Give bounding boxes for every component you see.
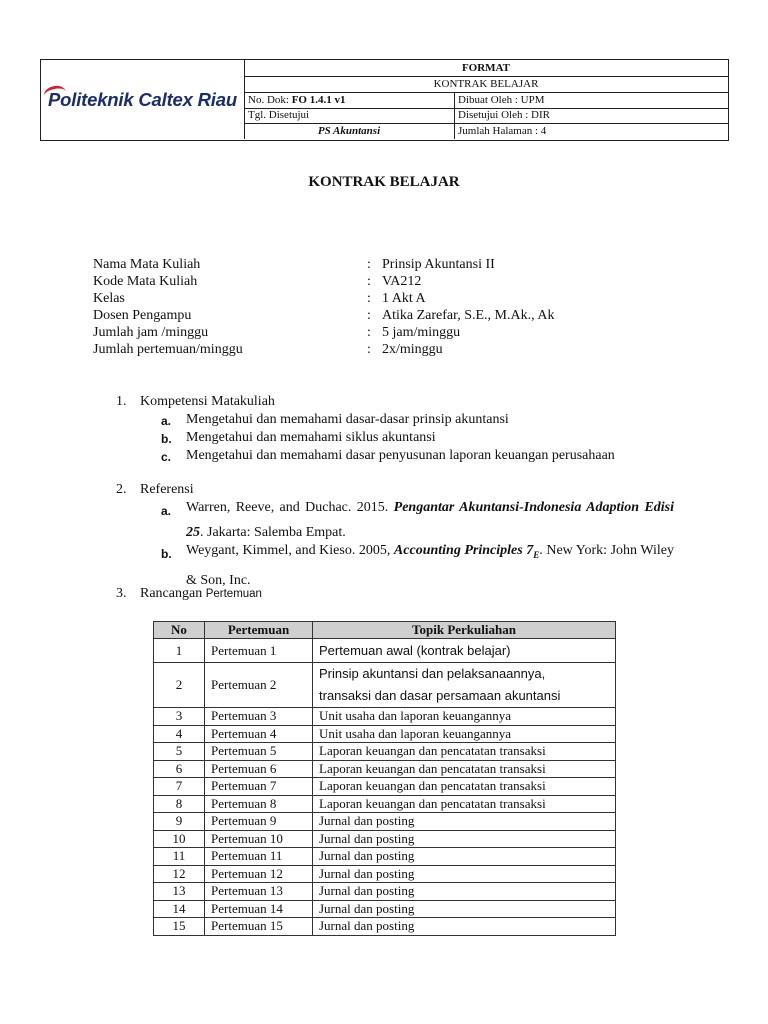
document-header	[40, 59, 729, 141]
header-row-nodok: No. Dok: FO 1.4.1 v1 Dibuat Oleh : UPM	[244, 92, 728, 109]
table-row: 6 Pertemuan 6 Laporan keuangan dan pencatatan transaksi	[154, 760, 616, 778]
header-row-tgl: Tgl. Disetujui Disetujui Oleh : DIR	[244, 108, 728, 124]
table-row: 10 Pertemuan 10 Jurnal dan posting	[154, 830, 616, 848]
table-row: 11 Pertemuan 11 Jurnal dan posting	[154, 848, 616, 866]
header-row-ps: PS Akuntansi Jumlah Halaman : 4	[317, 125, 547, 137]
header-doc-title: KONTRAK BELAJAR	[244, 76, 728, 93]
table-row: 1 Pertemuan 1 Pertemuan awal (kontrak belajar)	[154, 639, 616, 663]
table-row: 5 Pertemuan 5 Laporan keuangan dan pencatatan transaksi	[154, 743, 616, 761]
table-row: 15 Pertemuan 15 Jurnal dan posting	[154, 918, 616, 936]
table-row: 2 Pertemuan 2 Prinsip akuntansi dan pelaksanaannya, transaksi dan dasar persamaan akuntansi	[154, 663, 616, 708]
column-header-no: No	[154, 622, 205, 639]
page-title: KONTRAK BELAJAR	[308, 174, 460, 190]
table-row: 13 Pertemuan 13 Jurnal dan posting	[154, 883, 616, 901]
reference-b: Weygant, Kimmel, and Kieso. 2005, Accounting Principles $7_E$. New York: John Wiley & Son, Inc.	[186, 543, 674, 588]
header-grid	[244, 60, 728, 140]
table-row: 7 Pertemuan 7 Laporan keuangan dan pencatatan transaksi	[154, 778, 616, 796]
table-row: 3 Pertemuan 3 Unit usaha dan laporan keuangannya	[154, 708, 616, 726]
reference-a: Warren, Reeve, and Duchac. 2015. Pengantar Akuntansi-Indonesia Adaption Edisi 25. Jakarta: Salemba Empat.	[186, 500, 675, 540]
table-row: 14 Pertemuan 14 Jurnal dan posting	[154, 900, 616, 918]
institution-logo	[41, 60, 245, 139]
table-row: 9 Pertemuan 9 Jurnal dan posting	[154, 813, 616, 831]
table-row: 4 Pertemuan 4 Unit usaha dan laporan keuangannya	[154, 725, 616, 743]
column-header-pertemuan: Pertemuan	[205, 622, 313, 639]
schedule-table	[153, 621, 616, 936]
column-header-topik: Topik Perkuliahan	[313, 622, 616, 639]
header-format: FORMAT	[244, 60, 728, 77]
table-row: 12 Pertemuan 12 Jurnal dan posting	[154, 865, 616, 883]
table-row: 8 Pertemuan 8 Laporan keuangan dan pencatatan transaksi	[154, 795, 616, 813]
logo-text: Politeknik Caltex Riau	[48, 89, 237, 111]
table-header-row	[154, 622, 616, 639]
